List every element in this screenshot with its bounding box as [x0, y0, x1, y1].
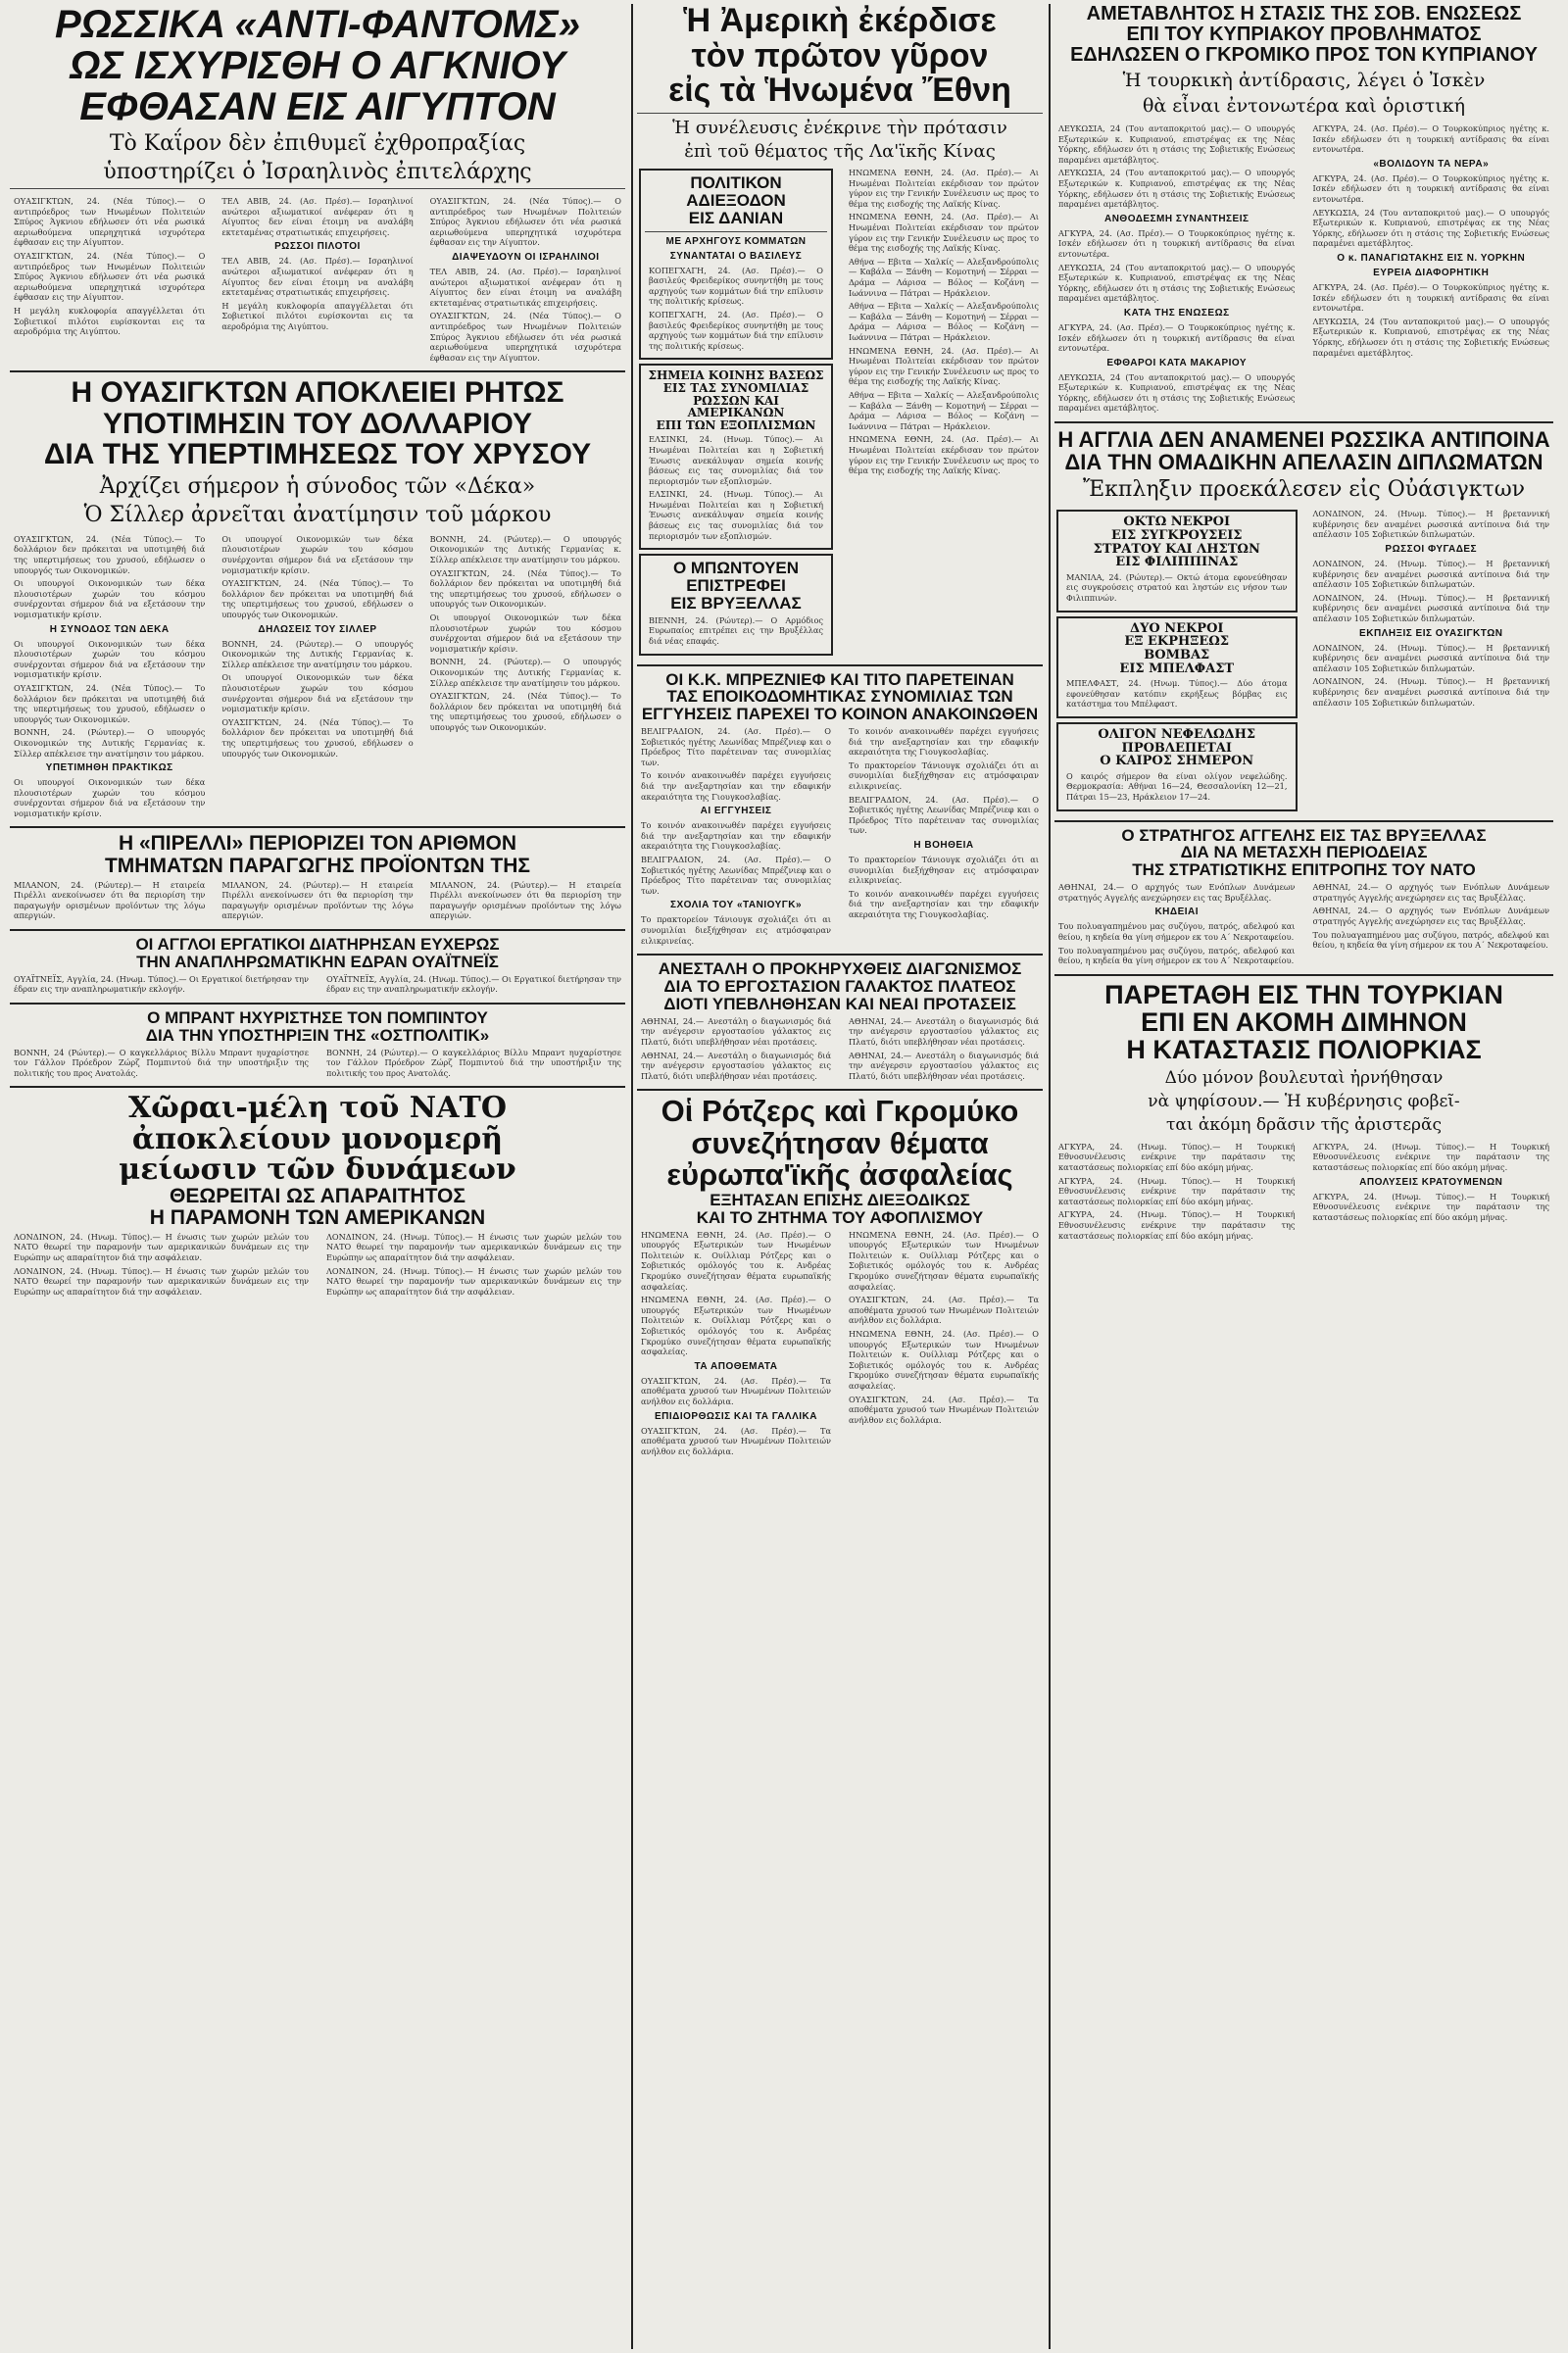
- headline-line: ΔΙΟΤΙ ΥΠΕΒΛΗΘΗΣΑΝ ΚΑΙ ΝΕΑΙ ΠΡΟΤΑΣΕΙΣ: [663, 994, 1016, 1013]
- newspaper-page: [10, 4, 1553, 2349]
- headline-line: ΟΙ Κ.Κ. ΜΠΡΕΖΝΙΕΦ ΚΑΙ ΤΙΤΟ ΠΑΡΕΤΕΙΝΑΝ: [665, 669, 1014, 689]
- story-paragraph: ΛΟΝΔΙΝΟΝ, 24. (Ηνωμ. Τύπος).— Η βρεταννική κυβέρνησις δεν αναμένει ρωσσικά αντίποινα διά την απέλασιν 105 Σοβιετικών διπλωματών.: [1312, 509, 1549, 540]
- story-paragraph: ΜΙΛΑΝΟΝ, 24. (Ρώυτερ).— Η εταιρεία Πιρέλλι ανεκοίνωσεν ότι θα περιορίση την παραγωγήν ορισμένων προϊόντων της λόγω απεργιών.: [429, 879, 621, 921]
- headline-line: τὸν πρῶτον γῦρον: [691, 36, 989, 74]
- subheading: ΣΥΝΑΝΤΑΤΑΙ Ο ΒΑΣΙΛΕΥΣ: [669, 250, 803, 262]
- box-title: ΕΞ ΕΚΡΗΞΕΩΣ: [1124, 634, 1230, 650]
- subheading: ΔΙΑΨΕΥΔΟΥΝ ΟΙ ΙΣΡΑΗΛΙΝΟΙ: [452, 251, 600, 263]
- divider: [10, 188, 625, 189]
- story-deck: Τὸ Καΐρον δὲν ἐπιθυμεῖ ἐχθροπραξίας: [109, 131, 526, 156]
- story-deck: Δύο μόνον βουλευταὶ ἠρνήθησαν: [1164, 1067, 1444, 1088]
- subheading: ΕΠΙΔΙΟΡΘΩΣΙΣ ΚΑΙ ΤΑ ΓΑΛΛΙΚΑ: [654, 1410, 817, 1422]
- story-paragraph: Του πολυαγαπημένου μας συζύγου, πατρός, αδελφού και θείου, η κηδεία θα γίνη σήμερον εκ του Α΄ Νεκροταφείου.: [1312, 929, 1549, 951]
- story-body-columns: [10, 193, 625, 366]
- story-brandt-pompidou: [10, 1009, 625, 1081]
- story-body-columns: [10, 531, 625, 822]
- divider: [645, 231, 827, 232]
- column-left: [10, 4, 625, 2349]
- divider: [637, 113, 1043, 114]
- story-paragraph: ΛΟΝΔΙΝΟΝ, 24. (Ηνωμ. Τύπος).— Η βρεταννική κυβέρνησις δεν αναμένει ρωσσικά αντίποινα διά την απέλασιν 105 Σοβιετικών διπλωματών.: [1312, 642, 1549, 673]
- story-pirelli: [10, 833, 625, 923]
- story-paragraph: ΑΓΚΥΡΑ, 24. (Ηνωμ. Τύπος).— Η Τουρκική Εθνοσυνέλευσις ενέκρινε την παράτασιν της καταστάσεως πολιορκίας επί δύο ακόμη μήνας.: [1312, 1191, 1549, 1222]
- subheading: Η ΣΥΝΟΔΟΣ ΤΩΝ ΔΕΚΑ: [49, 623, 170, 635]
- subheading: ΕΚΠΛΗΞΙΣ ΕΙΣ ΟΥΑΣΙΓΚΤΩΝ: [1359, 627, 1503, 639]
- headline-line: ΔΙΑ ΝΑ ΜΕΤΑΣΧΗ ΠΕΡΙΟΔΕΙΑΣ: [1180, 843, 1428, 862]
- story-body-columns: [1054, 506, 1553, 814]
- story-soviet-cyprus: [1054, 4, 1553, 417]
- story-deck: Ἡ τουρκικὴ ἀντίδρασις, λέγει ὁ Ἰσκὲν: [1122, 70, 1486, 91]
- headline-line: ΤΗΝ ΑΝΑΠΛΗΡΩΜΑΤΙΚΗΝ ΕΔΡΑΝ ΟΥΑΪΤΝΕΪΣ: [136, 952, 499, 971]
- divider: [1054, 974, 1553, 976]
- headline-line: Η ΚΑΤΑΣΤΑΣΙΣ ΠΟΛΙΟΡΚΙΑΣ: [1126, 1035, 1482, 1065]
- box-title: ΠΡΟΒΛΕΠΕΤΑΙ: [1121, 740, 1232, 756]
- headline-line: Η ΑΓΓΛΙΑ ΔΕΝ ΑΝΑΜΕΝΕΙ ΡΩΣΣΙΚΑ ΑΝΤΙΠΟΙΝΑ: [1057, 427, 1550, 453]
- headline-line: Οἱ Ρότζερς καὶ Γκρομύκο: [661, 1094, 1019, 1129]
- story-paragraph: Οι υπουργοί Οικονομικών των δέκα πλουσιοτέρων χωρών του κόσμου συνέρχονται σήμερον διά να εξετάσουν την νομισματικήν κρίσιν.: [221, 672, 414, 714]
- story-body-columns: [1054, 121, 1553, 417]
- story-paragraph: Το πρακτορείον Τάνιουγκ σχολιάζει ότι αι συνομιλίαι διεξήχθησαν εις ατμόσφαιραν ειλικρινείας.: [849, 760, 1039, 792]
- boxed-brief-philippines: [1056, 510, 1298, 612]
- story-paragraph: ΑΘΗΝΑΙ, 24.— Ανεστάλη ο διαγωνισμός διά την ανέγερσιν εργοστασίου γάλακτος εις Πλατύ, διότι υπεβλήθησαν νέαι προτάσεις.: [849, 1015, 1039, 1047]
- story-paragraph: ΑΓΚΥΡΑ, 24. (Ασ. Πρέσ).— Ο Τουρκοκύπριος ηγέτης κ. Ισκέν εδήλωσεν ότι η τουρκική αντίδρασις θα είναι εντονωτέρα.: [1058, 227, 1296, 259]
- headline-line: ΑΜΕΤΑΒΛΗΤΟΣ Η ΣΤΑΣΙΣ ΤΗΣ ΣΟΒ. ΕΝΩΣΕΩΣ: [1086, 3, 1522, 25]
- box-title: ΣΤΡΑΤΟΥ ΚΑΙ ΛΗΣΤΩΝ: [1093, 541, 1260, 557]
- story-paragraph: ΛΕΥΚΩΣΙΑ, 24 (Του ανταποκριτού μας).— Ο υπουργός Εξωτερικών κ. Κυπριανού, επιστρέψας εκ της Νέας Υόρκης, εδήλωσεν ότι η στάσις της Σοβιετικής Ενώσεως παραμένει αμετάβλητος.: [1058, 123, 1296, 165]
- divider: [10, 370, 625, 372]
- story-paragraph: Του πολυαγαπημένου μας συζύγου, πατρός, αδελφού και θείου, η κηδεία θα γίνη σήμερον εκ του Α΄ Νεκροταφείου.: [1058, 921, 1296, 942]
- story-deck: ὑποστηρίζει ὁ Ἰσραηλινὸς ἐπιτελάρχης: [103, 160, 532, 184]
- divider: [10, 1003, 625, 1005]
- headline-line: εἰς τὰ Ἡνωμένα Ἔθνη: [668, 72, 1011, 110]
- divider: [1054, 820, 1553, 822]
- box-title: Ο ΜΠΩΝΤΟΥΕΝ: [672, 559, 800, 578]
- divider: [637, 954, 1043, 956]
- headline-line: Ο ΣΤΡΑΤΗΓΟΣ ΑΓΓΕΛΗΣ ΕΙΣ ΤΑΣ ΒΡΥΞΕΛΛΑΣ: [1121, 825, 1487, 845]
- story-paragraph: ΗΝΩΜΕΝΑ ΕΘΝΗ, 24. (Ασ. Πρέσ).— Αι Ηνωμέναι Πολιτείαι εκέρδισαν τον πρώτον γύρον εις την Γενικήν Συνέλευσιν ως προς το θέμα της εισδοχής της Λαϊκής Κίνας.: [849, 212, 1039, 254]
- box-title: ΠΟΛΙΤΙΚΟΝ: [690, 173, 782, 193]
- story-paragraph: ΟΥΑΣΙΓΚΤΩΝ, 24. (Νέα Τύπος).— Ο αντιπρόεδρος των Ηνωμένων Πολιτειών Σπύρος Άγκνιου εδήλωσεν ότι νέα ρωσικά αεριωθούμενα υπερηχητικά ισχυρότερα έφθασαν εις την Αίγυπτον.: [429, 311, 621, 363]
- column-rule: [1049, 4, 1051, 2349]
- boxed-brief-weather: [1056, 722, 1298, 811]
- story-paragraph: ΗΝΩΜΕΝΑ ΕΘΝΗ, 24. (Ασ. Πρέσ).— Ο υπουργός Εξωτερικών των Ηνωμένων Πολιτειών κ. Ουίλλιαμ Ρότζερς και ο Σοβιετικός ομόλογός του κ. Ανδρέας Γκρομύκο συνεζήτησαν θέματα ευρωπαϊκής ασφαλείας.: [849, 1328, 1039, 1391]
- story-paragraph: ΜΑΝΙΛΑ, 24. (Ρώυτερ).— Οκτώ άτομα εφονεύθησαν εις συγκρούσεις στρατού και ληστών εις νήσον των Φιλιππινών.: [1066, 571, 1288, 603]
- box-title: Ο ΚΑΙΡΟΣ ΣΗΜΕΡΟΝ: [1100, 754, 1254, 769]
- subheading: ΑΠΟΛΥΣΕΙΣ ΚΡΑΤΟΥΜΕΝΩΝ: [1359, 1176, 1503, 1188]
- subheading: ΡΩΣΣΟΙ ΦΥΓΑΔΕΣ: [1385, 544, 1478, 556]
- story-paragraph: ΟΥΑΣΙΓΚΤΩΝ, 24. (Ασ. Πρέσ).— Τα αποθέματα χρυσού των Ηνωμένων Πολιτειών ανήλθον εις δολλάρια.: [641, 1375, 831, 1406]
- story-paragraph: ΟΥΑΣΙΓΚΤΩΝ, 24. (Νέα Τύπος).— Το δολλάριον δεν πρόκειται να υποτιμηθή διά της υπερτιμήσεως του χρυσού, εδήλωσεν ο υπουργός των Οικονομικών.: [221, 716, 414, 759]
- headline-line: ΕΦΘΑΣΑΝ ΕΙΣ ΑΙΓΥΠΤΟΝ: [79, 85, 556, 128]
- story-dollar-devaluation: [10, 377, 625, 821]
- story-paragraph: ΛΟΝΔΙΝΟΝ, 24. (Ηνωμ. Τύπος).— Η ένωσις των χωρών μελών του ΝΑΤΟ θεωρεί την παραμονήν των αμερικανικών δυνάμεων εις την Ευρώπην ως απαραίτητον διά την ασφάλειαν.: [14, 1265, 309, 1297]
- column-rule: [631, 4, 633, 2349]
- story-paragraph: ΛΕΥΚΩΣΙΑ, 24 (Του ανταποκριτού μας).— Ο υπουργός Εξωτερικών κ. Κυπριανού, επιστρέψας εκ της Νέας Υόρκης, εδήλωσεν ότι η στάσις της Σοβιετικής Ενώσεως παραμένει αμετάβλητος.: [1058, 168, 1296, 210]
- box-title: ΕΙΣ ΔΑΝΙΑΝ: [688, 208, 784, 227]
- subheading: ΕΦΘΑΡΟΙ ΚΑΤΑ ΜΑΚΑΡΙΟΥ: [1106, 357, 1248, 368]
- story-deck: ἐπὶ τοῦ θέματος τῆς Λα'ϊκῆς Κίνας: [684, 141, 996, 163]
- subheading: ΑΝΘΟΔΕΣΜΗ ΣΥΝΑΝΤΗΣΕΙΣ: [1103, 213, 1250, 224]
- story-russian-antiphantoms: [10, 4, 625, 366]
- story-paragraph: ΑΘΗΝΑΙ, 24.— Ο αρχηγός των Ενόπλων Δυνάμεων στρατηγός Αγγελής ανεχώρησεν εις τας Βρυξέλλας.: [1058, 882, 1296, 903]
- headline-line: Η «ΠΙΡΕΛΛΙ» ΠΕΡΙΟΡΙΖΕΙ ΤΟΝ ΑΡΙΘΜΟΝ: [118, 832, 517, 856]
- story-turkey-martial-law: [1054, 981, 1553, 1244]
- story-paragraph: ΚΟΠΕΓΧΑΓΗ, 24. (Ασ. Πρέσ).— Ο βασιλεύς Φρειδερίκος συνηντήθη με τους αρχηγούς των κομμάτων διά την επίλυσιν της πολιτικής κρίσεως.: [649, 309, 823, 351]
- box-title: ΕΠΙΣΤΡΕΦΕΙ: [686, 576, 786, 596]
- headline-line: ΩΣ ΙΣΧΥΡΙΣΘΗ Ο ΑΓΚΝΙΟΥ: [70, 44, 565, 87]
- story-paragraph: ΒΟΝΝΗ, 24 (Ρώυτερ).— Ο καγκελλάριος Βίλλυ Μπραντ ηυχαρίστησε τον Γάλλον Πρόεδρον Ζώρζ Πομπιντού διά την υποστήριξιν της πολιτικής του προς Ανατολάς.: [14, 1047, 309, 1078]
- story-paragraph: ΒΕΛΙΓΡΑΔΙΟΝ, 24. (Ασ. Πρέσ).— Ο Σοβιετικός ηγέτης Λεωνίδας Μπρέζνιεφ και ο Πρόεδρος Τίτο παρέτειναν τας συνομιλίας των.: [849, 794, 1039, 836]
- boxed-brief-denmark: [639, 169, 833, 360]
- story-paragraph: ΒΕΛΙΓΡΑΔΙΟΝ, 24. (Ασ. Πρέσ).— Ο Σοβιετικός ηγέτης Λεωνίδας Μπρέζνιεφ και ο Πρόεδρος Τίτο παρέτειναν τας συνομιλίας των.: [641, 726, 831, 767]
- story-paragraph: ΟΥΑΣΙΓΚΤΩΝ, 24. (Νέα Τύπος).— Ο αντιπρόεδρος των Ηνωμένων Πολιτειών Σπύρος Άγκνιου εδήλωσεν ότι νέα ρωσικά αεριωθούμενα υπερηχητικά ισχυρότερα έφθασαν εις την Αίγυπτον.: [14, 250, 206, 303]
- story-labour-whitehaven: [10, 936, 625, 998]
- story-paragraph: ΑΘΗΝΑΙ, 24.— Ανεστάλη ο διαγωνισμός διά την ανέγερσιν εργοστασίου γάλακτος εις Πλατύ, διότι υπεβλήθησαν νέαι προτάσεις.: [641, 1015, 831, 1047]
- story-brezhnev-tito: [637, 671, 1043, 950]
- subheading: ΑΙ ΕΓΓΥΗΣΕΙΣ: [700, 806, 772, 817]
- divider: [1054, 421, 1553, 423]
- story-paragraph: Το κοινόν ανακοινωθέν παρέχει εγγυήσεις διά την ανεξαρτησίαν και την εδαφικήν ακεραιότητα της Γιουγκοσλαβίας.: [641, 820, 831, 852]
- story-paragraph: ΜΠΕΛΦΑΣΤ, 24. (Ηνωμ. Τύπος).— Δύο άτομα εφονεύθησαν κατόπιν εκρήξεως βόμβας εις κατάστημα του Μπέλφαστ.: [1066, 678, 1288, 710]
- story-paragraph: ΑΓΚΥΡΑ, 24. (Ηνωμ. Τύπος).— Η Τουρκική Εθνοσυνέλευσις ενέκρινε την παράτασιν της καταστάσεως πολιορκίας επί δύο ακόμη μήνας.: [1058, 1175, 1296, 1206]
- story-paragraph: ΗΝΩΜΕΝΑ ΕΘΝΗ, 24. (Ασ. Πρέσ).— Ο υπουργός Εξωτερικών των Ηνωμένων Πολιτειών κ. Ουίλλιαμ Ρότζερς και ο Σοβιετικός ομόλογός του κ. Ανδρέας Γκρομύκο συνεζήτησαν θέματα ευρωπαϊκής ασφαλείας.: [849, 1229, 1039, 1292]
- story-paragraph: Του πολυαγαπημένου μας συζύγου, πατρός, αδελφού και θείου, η κηδεία θα γίνη σήμερον εκ του Α΄ Νεκροταφείου.: [1058, 945, 1296, 966]
- story-paragraph: ΑΘΗΝΑΙ, 24.— Ο αρχηγός των Ενόπλων Δυνάμεων στρατηγός Αγγελής ανεχώρησεν εις τας Βρυξέλλας.: [1312, 882, 1549, 903]
- box-title: ΕΙΣ ΦΙΛΙΠΠΙΝΑΣ: [1115, 555, 1239, 570]
- headline-line: ΔΙΑ ΤΗΣ ΥΠΕΡΤΙΜΗΣΕΩΣ ΤΟΥ ΧΡΥΣΟΥ: [43, 438, 592, 471]
- box-title: ΟΚΤΩ ΝΕΚΡΟΙ: [1123, 515, 1231, 530]
- story-body-columns: [10, 1045, 625, 1082]
- story-paragraph: ΟΥΑΣΙΓΚΤΩΝ, 24. (Νέα Τύπος).— Το δολλάριον δεν πρόκειται να υποτιμηθή διά της υπερτιμήσεως του χρυσού, εδήλωσεν ο υπουργός των Οικονομικών.: [429, 691, 621, 732]
- box-title: ΔΥΟ ΝΕΚΡΟΙ: [1130, 620, 1224, 636]
- story-paragraph: Οι υπουργοί Οικονομικών των δέκα πλουσιοτέρων χωρών του κόσμου συνέρχονται σήμερον διά να εξετάσουν την νομισματικήν κρίσιν.: [14, 578, 206, 619]
- story-paragraph: Αθήνα — Εβιτα — Χαλκίς — Αλεξανδρούπολις — Καβάλα — Ξάνθη — Κομοτηνή — Σέρραι — Δράμα — Λάρισα — Βόλος — Κοζάνη — Ιωάννινα — Πάτραι — Ηράκλειον.: [849, 389, 1039, 431]
- story-paragraph: ΗΝΩΜΕΝΑ ΕΘΝΗ, 24. (Ασ. Πρέσ).— Ο υπουργός Εξωτερικών των Ηνωμένων Πολιτειών κ. Ουίλλιαμ Ρότζερς και ο Σοβιετικός ομόλογός του κ. Ανδρέας Γκρομύκο συνεζήτησαν θέματα ευρωπαϊκής ασφαλείας.: [641, 1295, 831, 1357]
- story-paragraph: ΟΥΑΪΤΝΕΪΣ, Αγγλία, 24. (Ηνωμ. Τύπος).— Οι Εργατικοί διετήρησαν την έδραν εις την αναπληρωματικήν εκλογήν.: [326, 973, 621, 995]
- story-paragraph: ΑΓΚΥΡΑ, 24. (Ηνωμ. Τύπος).— Η Τουρκική Εθνοσυνέλευσις ενέκρινε την παράτασιν της καταστάσεως πολιορκίας επί δύο ακόμη μήνας.: [1312, 1141, 1549, 1172]
- story-paragraph: Αθήνα — Εβιτα — Χαλκίς — Αλεξανδρούπολις — Καβάλα — Ξάνθη — Κομοτηνή — Σέρραι — Δράμα — Λάρισα — Βόλος — Κοζάνη — Ιωάννινα — Πάτραι — Ηράκλειον.: [849, 256, 1039, 298]
- story-paragraph: ΒΟΝΝΗ, 24. (Ρώυτερ).— Ο υπουργός Οικονομικών της Δυτικής Γερμανίας κ. Σίλλερ απέκλεισε την ανατίμησιν του μάρκου.: [221, 638, 414, 669]
- subheading: ΜΕ ΑΡΧΗΓΟΥΣ ΚΟΜΜΑΤΩΝ: [665, 235, 807, 247]
- headline-line: ΘΕΩΡΕΙΤΑΙ ΩΣ ΑΠΑΡΑΙΤΗΤΟΣ: [170, 1184, 466, 1207]
- story-paragraph: Το πρακτορείον Τάνιουγκ σχολιάζει ότι αι συνομιλίαι διεξήχθησαν εις ατμόσφαιραν ειλικρινείας.: [641, 914, 831, 946]
- box-title: ΕΙΣ ΣΥΓΚΡΟΥΣΕΙΣ: [1111, 527, 1243, 543]
- boxed-brief-bodwen: [639, 554, 833, 655]
- story-paragraph: ΛΟΝΔΙΝΟΝ, 24. (Ηνωμ. Τύπος).— Η βρεταννική κυβέρνησις δεν αναμένει ρωσσικά αντίποινα διά την απέλασιν 105 Σοβιετικών διπλωματών.: [1312, 676, 1549, 708]
- headline-line: Ο ΜΠΡΑΝΤ ΗΧΥΡΙΣΤΗΣΕ ΤΟΝ ΠΟΜΠΙΝΤΟΥ: [147, 1007, 488, 1027]
- story-britain-expulsion: [1054, 428, 1553, 815]
- subheading: ΔΗΛΩΣΕΙΣ ΤΟΥ ΣΙΛΛΕΡ: [258, 623, 377, 635]
- boxed-brief-salt: [639, 364, 833, 550]
- headline-line: ΡΩΣΣΙΚΑ «ΑΝΤΙ-ΦΑΝΤΟΜΣ»: [54, 3, 581, 46]
- headline-line: Η ΟΥΑΣΙΓΚΤΩΝ ΑΠΟΚΛΕΙΕΙ ΡΗΤΩΣ: [71, 376, 564, 410]
- story-paragraph: ΑΓΚΥΡΑ, 24. (Ασ. Πρέσ).— Ο Τουρκοκύπριος ηγέτης κ. Ισκέν εδήλωσεν ότι η τουρκική αντίδρασις θα είναι εντονωτέρα.: [1312, 172, 1549, 204]
- headline-line: ΤΗΣ ΣΤΡΑΤΙΩΤΙΚΗΣ ΕΠΙΤΡΟΠΗΣ ΤΟΥ ΝΑΤΟ: [1132, 860, 1476, 880]
- story-paragraph: ΟΥΑΣΙΓΚΤΩΝ, 24. (Νέα Τύπος).— Το δολλάριον δεν πρόκειται να υποτιμηθή διά της υπερτιμήσεως του χρυσού, εδήλωσεν ο υπουργός των Οικονομικών.: [221, 578, 414, 619]
- story-paragraph: Η μεγάλη κυκλοφορία απαγγέλλεται ότι Σοβιετικοί πιλότοι ευρίσκονται εις τα αεροδρόμια της Αιγύπτου.: [221, 300, 414, 331]
- divider: [10, 929, 625, 931]
- headline-line: ΤΑΣ ΕΠΟΙΚΟΔΟΜΗΤΙΚΑΣ ΣΥΝΟΜΙΛΙΑΣ ΤΩΝ: [666, 687, 1013, 707]
- story-paragraph: Οι υπουργοί Οικονομικών των δέκα πλουσιοτέρων χωρών του κόσμου συνέρχονται σήμερον διά να εξετάσουν την νομισματικήν κρίσιν.: [14, 777, 206, 818]
- story-paragraph: ΟΥΑΣΙΓΚΤΩΝ, 24. (Νέα Τύπος).— Ο αντιπρόεδρος των Ηνωμένων Πολιτειών Σπύρος Άγκνιου εδήλωσεν ότι νέα ρωσικά αεριωθούμενα υπερηχητικά ισχυρότερα έφθασαν εις την Αίγυπτον.: [14, 196, 206, 248]
- box-title: ΑΔΙΕΞΟΔΟΝ: [686, 190, 786, 210]
- story-nato-members: [10, 1093, 625, 1299]
- headline-line: Χῶραι-μέλη τοῦ ΝΑΤΟ: [128, 1091, 507, 1126]
- subheading: «ΒΟΛΙΔΟΥΝ ΤΑ ΝΕΡΑ»: [1373, 158, 1490, 170]
- story-deck: ται ἀκόμη δρᾶσιν τῆς ἀριστερᾶς: [1165, 1114, 1443, 1135]
- story-paragraph: ΛΟΝΔΙΝΟΝ, 24. (Ηνωμ. Τύπος).— Η ένωσις των χωρών μελών του ΝΑΤΟ θεωρεί την παραμονήν των αμερικανικών δυνάμεων εις την Ευρώπην ως απαραίτητον διά την ασφάλειαν.: [326, 1231, 621, 1263]
- story-deck: Ἔκπληξιν προεκάλεσεν εἰς Οὐάσιγκτων: [1082, 477, 1526, 503]
- headline-line: ΚΑΙ ΤΟ ΖΗΤΗΜΑ ΤΟΥ ΑΦΟΠΛΙΣΜΟΥ: [696, 1207, 984, 1227]
- headline-line: ΔΙΑ ΤΟ ΕΡΓΟΣΤΑΣΙΟΝ ΓΑΛΑΚΤΟΣ ΠΛΑΤΕΟΣ: [663, 977, 1016, 997]
- box-title: ΕΠΙ ΤΩΝ ΕΞΟΠΛΙΣΜΩΝ: [656, 417, 816, 432]
- headline-line: ΤΜΗΜΑΤΩΝ ΠΑΡΑΓΩΓΗΣ ΠΡΟΪΟΝΤΩΝ ΤΗΣ: [104, 854, 531, 877]
- story-paragraph: Οι υπουργοί Οικονομικών των δέκα πλουσιοτέρων χωρών του κόσμου συνέρχονται σήμερον διά να εξετάσουν την νομισματικήν κρίσιν.: [14, 638, 206, 680]
- story-paragraph: ΒΟΝΝΗ, 24. (Ρώυτερ).— Ο υπουργός Οικονομικών της Δυτικής Γερμανίας κ. Σίλλερ απέκλεισε την ανατίμησιν του μάρκου.: [429, 657, 621, 688]
- headline-line: εὐρωπα'ϊκῆς ἀσφαλείας: [666, 1157, 1013, 1193]
- story-paragraph: ΜΙΛΑΝΟΝ, 24. (Ρώυτερ).— Η εταιρεία Πιρέλλι ανεκοίνωσεν ότι θα περιορίση την παραγωγήν ορισμένων προϊόντων της λόγω απεργιών.: [221, 879, 414, 921]
- column-center: [637, 4, 1043, 2349]
- story-paragraph: Το πρακτορείον Τάνιουγκ σχολιάζει ότι αι συνομιλίαι διεξήχθησαν εις ατμόσφαιραν ειλικρινείας.: [849, 855, 1039, 886]
- headline-line: ΕΓΓΥΗΣΕΙΣ ΠΑΡΕΧΕΙ ΤΟ ΚΟΙΝΟΝ ΑΝΑΚΟΙΝΩΘΕΝ: [641, 705, 1039, 724]
- story-paragraph: ΜΙΛΑΝΟΝ, 24. (Ρώυτερ).— Η εταιρεία Πιρέλλι ανεκοίνωσεν ότι θα περιορίση την παραγωγήν ορισμένων προϊόντων της λόγω απεργιών.: [14, 879, 206, 921]
- story-paragraph: ΟΥΑΣΙΓΚΤΩΝ, 24. (Ασ. Πρέσ).— Τα αποθέματα χρυσού των Ηνωμένων Πολιτειών ανήλθον εις δολλάρια.: [849, 1295, 1039, 1326]
- story-paragraph: Οι υπουργοί Οικονομικών των δέκα πλουσιοτέρων χωρών του κόσμου συνέρχονται σήμερον διά να εξετάσουν την νομισματικήν κρίσιν.: [429, 612, 621, 654]
- headline-line: ΠΑΡΕΤΑΘΗ ΕΙΣ ΤΗΝ ΤΟΥΡΚΙΑΝ: [1104, 979, 1503, 1009]
- subheading: ΚΑΤΑ ΤΗΣ ΕΝΩΣΕΩΣ: [1123, 307, 1230, 319]
- headline-line: ΕΠΙ ΕΝ ΑΚΟΜΗ ΔΙΜΗΝΟΝ: [1141, 1007, 1467, 1038]
- story-paragraph: ΤΕΛ ΑΒΙΒ, 24. (Ασ. Πρέσ).— Ισραηλινοί ανώτεροι αξιωματικοί ανέφεραν ότι η Αίγυπτος δεν είναι έτοιμη να αναλάβη εκτεταμένας στρατιωτικάς επιχειρήσεις.: [221, 256, 414, 298]
- story-paragraph: ΟΥΑΣΙΓΚΤΩΝ, 24. (Νέα Τύπος).— Ο αντιπρόεδρος των Ηνωμένων Πολιτειών Σπύρος Άγκνιου εδήλωσεν ότι νέα ρωσικά αεριωθούμενα υπερηχητικά ισχυρότερα έφθασαν εις την Αίγυπτον.: [429, 196, 621, 248]
- story-general-angelis: [1054, 827, 1553, 969]
- headline-line: μείωσιν τῶν δυνάμεων: [119, 1152, 516, 1188]
- box-title: ΡΩΣΣΩΝ ΚΑΙ ΑΜΕΡΙΚΑΝΩΝ: [687, 393, 785, 420]
- story-paragraph: Ο καιρός σήμερον θα είναι ολίγον νεφελώδης. Θερμοκρασία: Αθήναι 16—24, Θεσσαλονίκη 12—21, Πάτραι 15—23, Ηράκλειον 17—24.: [1066, 770, 1288, 803]
- story-deck: θὰ εἶναι ἐντονωτέρα καὶ ὁριστική: [1142, 95, 1466, 117]
- story-paragraph: ΗΝΩΜΕΝΑ ΕΘΝΗ, 24. (Ασ. Πρέσ).— Ο υπουργός Εξωτερικών των Ηνωμένων Πολιτειών κ. Ουίλλιαμ Ρότζερς και ο Σοβιετικός ομόλογός του κ. Ανδρέας Γκρομύκο συνεζήτησαν θέματα ευρωπαϊκής ασφαλείας.: [641, 1229, 831, 1292]
- headline-line: ΔΙΑ ΤΗΝ ΟΜΑΔΙΚΗΝ ΑΠΕΛΑΣΙΝ ΔΙΠΛΩΜΑΤΩΝ: [1064, 450, 1544, 475]
- story-paragraph: ΟΥΑΣΙΓΚΤΩΝ, 24. (Νέα Τύπος).— Το δολλάριον δεν πρόκειται να υποτιμηθή διά της υπερτιμήσεως του χρυσού, εδήλωσεν ο υπουργός των Οικονομικών.: [429, 567, 621, 610]
- headline-line: ΕΠΙ ΤΟΥ ΚΥΠΡΙΑΚΟΥ ΠΡΟΒΛΗΜΑΤΟΣ: [1126, 24, 1482, 45]
- story-paragraph: ΑΓΚΥΡΑ, 24. (Ασ. Πρέσ).— Ο Τουρκοκύπριος ηγέτης κ. Ισκέν εδήλωσεν ότι η τουρκική αντίδρασις θα είναι εντονωτέρα.: [1312, 281, 1549, 314]
- divider: [637, 664, 1043, 666]
- headline-line: ἀποκλείουν μονομερῆ: [131, 1121, 504, 1156]
- headline-line: ΕΞΗΤΑΣΑΝ ΕΠΙΣΗΣ ΔΙΕΞΟΔΙΚΩΣ: [710, 1190, 970, 1209]
- box-title: ΕΙΣ ΜΠΕΛΦΑΣΤ: [1119, 661, 1235, 676]
- story-paragraph: Το κοινόν ανακοινωθέν παρέχει εγγυήσεις διά την ανεξαρτησίαν και την εδαφικήν ακεραιότητα της Γιουγκοσλαβίας.: [641, 770, 831, 802]
- story-paragraph: ΟΥΑΣΙΓΚΤΩΝ, 24. (Ασ. Πρέσ).— Τα αποθέματα χρυσού των Ηνωμένων Πολιτειών ανήλθον εις δολλάρια.: [641, 1425, 831, 1456]
- headline-line: συνεζήτησαν θέματα: [691, 1125, 989, 1160]
- story-paragraph: ΟΥΑΣΙΓΚΤΩΝ, 24. (Ασ. Πρέσ).— Τα αποθέματα χρυσού των Ηνωμένων Πολιτειών ανήλθον εις δολλάρια.: [849, 1394, 1039, 1425]
- subheading: ΣΧΟΛΙΑ ΤΟΥ «ΤΑΝΙΟΥΓΚ»: [669, 900, 803, 911]
- story-paragraph: ΛΕΥΚΩΣΙΑ, 24 (Του ανταποκριτού μας).— Ο υπουργός Εξωτερικών κ. Κυπριανού, επιστρέψας εκ της Νέας Υόρκης, εδήλωσεν ότι η στάσις της Σοβιετικής Ενώσεως παραμένει αμετάβλητος.: [1058, 262, 1296, 304]
- headline-line: Ἡ Ἀμερικὴ ἐκέρδισε: [683, 2, 997, 39]
- box-title: ΕΙΣ ΤΑΣ ΣΥΝΟΜΙΛΙΑΣ: [662, 380, 809, 395]
- story-body-columns: [637, 1227, 1043, 1460]
- subheading: ΥΠΕΤΙΜΗΘΗ ΠΡΑΚΤΙΚΩΣ: [45, 762, 173, 774]
- story-paragraph: ΗΝΩΜΕΝΑ ΕΘΝΗ, 24. (Ασ. Πρέσ).— Αι Ηνωμέναι Πολιτείαι εκέρδισαν τον πρώτον γύρον εις την Γενικήν Συνέλευσιν ως προς το θέμα της εισδοχής της Λαϊκής Κίνας.: [849, 434, 1039, 476]
- story-paragraph: ΛΟΝΔΙΝΟΝ, 24. (Ηνωμ. Τύπος).— Η ένωσις των χωρών μελών του ΝΑΤΟ θεωρεί την παραμονήν των αμερικανικών δυνάμεων εις την Ευρώπην ως απαραίτητον διά την ασφάλειαν.: [14, 1231, 309, 1263]
- story-deck: νὰ ψηφίσουν.— Ἡ κυβέρνησις φοβεῖ-: [1148, 1091, 1460, 1111]
- story-body-columns: [10, 877, 625, 924]
- subheading: Ο κ. ΠΑΝΑΓΙΩΤΑΚΗΣ ΕΙΣ Ν. ΥΟΡΚΗΝ: [1337, 252, 1526, 264]
- story-deck: Ἡ συνέλευσις ἐνέκρινε τὴν πρότασιν: [672, 118, 1007, 139]
- story-paragraph: ΒΟΝΝΗ, 24. (Ρώυτερ).— Ο υπουργός Οικονομικών της Δυτικής Γερμανίας κ. Σίλλερ απέκλεισε την ανατίμησιν του μάρκου.: [14, 727, 206, 759]
- box-title: ΕΙΣ ΒΡΥΞΕΛΛΑΣ: [670, 593, 802, 613]
- headline-line: ΥΠΟΤΙΜΗΣΙΝ ΤΟΥ ΔΟΛΛΑΡΙΟΥ: [102, 407, 532, 440]
- headline-line: ΟΙ ΑΓΓΛΟΙ ΕΡΓΑΤΙΚΟΙ ΔΙΑΤΗΡΗΣΑΝ ΕΥΧΕΡΩΣ: [135, 934, 500, 954]
- story-paragraph: ΒΙΕΝΝΗ, 24. (Ρώυτερ).— Ο Αρμόδιος Ευρωπαίος επιτρέπει εις την Βρυξέλλας διά νέας επαφάς.: [649, 614, 823, 646]
- story-paragraph: ΛΟΝΔΙΝΟΝ, 24. (Ηνωμ. Τύπος).— Η βρεταννική κυβέρνησις δεν αναμένει ρωσσικά αντίποινα διά την απέλασιν 105 Σοβιετικών διπλωματών.: [1312, 592, 1549, 623]
- subheading: ΡΩΣΣΟΙ ΠΙΛΟΤΟΙ: [274, 241, 361, 253]
- subheading: ΕΥΡΕΙΑ ΔΙΑΦΟΡΗΤΙΚΗ: [1373, 267, 1490, 278]
- headline-line: ΔΙΑ ΤΗΝ ΥΠΟΣΤΗΡΙΞΙΝ ΤΗΣ «ΟΣΤΠΟΛΙΤΙΚ»: [145, 1025, 490, 1045]
- story-paragraph: ΛΟΝΔΙΝΟΝ, 24. (Ηνωμ. Τύπος).— Η βρεταννική κυβέρνησις δεν αναμένει ρωσσικά αντίποινα διά την απέλασιν 105 Σοβιετικών διπλωματών.: [1312, 559, 1549, 590]
- story-rogers-gromyko: [637, 1096, 1043, 1459]
- divider: [10, 826, 625, 828]
- story-deck: Ὁ Σίλλερ ἀρνεῖται ἀνατίμησιν τοῦ μάρκου: [83, 502, 552, 527]
- divider: [10, 1086, 625, 1088]
- story-paragraph: ΑΘΗΝΑΙ, 24.— Ανεστάλη ο διαγωνισμός διά την ανέγερσιν εργοστασίου γάλακτος εις Πλατύ, διότι υπεβλήθησαν νέαι προτάσεις.: [641, 1050, 831, 1081]
- headline-line: ΑΝΕΣΤΑΛΗ Ο ΠΡΟΚΗΡΥΧΘΕΙΣ ΔΙΑΓΩΝΙΣΜΟΣ: [658, 959, 1022, 979]
- story-paragraph: Η μεγάλη κυκλοφορία απαγγέλλεται ότι Σοβιετικοί πιλότοι ευρίσκονται εις τα αεροδρόμια της Αιγύπτου.: [14, 305, 206, 337]
- story-paragraph: ΑΘΗΝΑΙ, 24.— Ο αρχηγός των Ενόπλων Δυνάμεων στρατηγός Αγγελής ανεχώρησεν εις τας Βρυξέλλας.: [1312, 906, 1549, 926]
- box-title: ΣΗΜΕΙΑ ΚΟΙΝΗΣ ΒΑΣΕΩΣ: [648, 368, 824, 383]
- box-title: ΟΛΙΓΟΝ ΝΕΦΕΛΩΔΗΣ: [1098, 726, 1256, 742]
- story-body-columns: [637, 165, 1043, 660]
- story-paragraph: ΗΝΩΜΕΝΑ ΕΘΝΗ, 24. (Ασ. Πρέσ).— Αι Ηνωμέναι Πολιτείαι εκέρδισαν τον πρώτον γύρον εις την Γενικήν Συνέλευσιν ως προς το θέμα της εισδοχής της Λαϊκής Κίνας.: [849, 168, 1039, 209]
- headline-line: Η ΠΑΡΑΜΟΝΗ ΤΩΝ ΑΜΕΡΙΚΑΝΩΝ: [149, 1205, 486, 1229]
- story-deck: Ἀρχίζει σήμερον ἡ σύνοδος τῶν «Δέκα»: [99, 473, 536, 499]
- story-paragraph: ΑΓΚΥΡΑ, 24. (Ηνωμ. Τύπος).— Η Τουρκική Εθνοσυνέλευσις ενέκρινε την παράτασιν της καταστάσεως πολιορκίας επί δύο ακόμη μήνας.: [1058, 1209, 1296, 1241]
- story-paragraph: Το κοινόν ανακοινωθέν παρέχει εγγυήσεις διά την ανεξαρτησίαν και την εδαφικήν ακεραιότητα της Γιουγκοσλαβίας.: [849, 888, 1039, 919]
- story-paragraph: ΑΘΗΝΑΙ, 24.— Ανεστάλη ο διαγωνισμός διά την ανέγερσιν εργοστασίου γάλακτος εις Πλατύ, διότι υπεβλήθησαν νέαι προτάσεις.: [849, 1050, 1039, 1081]
- story-body-columns: [637, 1013, 1043, 1085]
- story-paragraph: ΟΥΑΪΤΝΕΪΣ, Αγγλία, 24. (Ηνωμ. Τύπος).— Οι Εργατικοί διετήρησαν την έδραν εις την αναπληρωματικήν εκλογήν.: [14, 973, 309, 995]
- story-body-columns: [10, 971, 625, 998]
- story-paragraph: ΛΕΥΚΩΣΙΑ, 24 (Του ανταποκριτού μας).— Ο υπουργός Εξωτερικών κ. Κυπριανού, επιστρέψας εκ της Νέας Υόρκης, εδήλωσεν ότι η στάσις της Σοβιετικής Ενώσεως παραμένει αμετάβλητος.: [1058, 371, 1296, 414]
- story-body-columns: [637, 723, 1043, 949]
- subheading: ΤΑ ΑΠΟΘΕΜΑΤΑ: [694, 1360, 778, 1372]
- story-paragraph: ΑΓΚΥΡΑ, 24. (Ηνωμ. Τύπος).— Η Τουρκική Εθνοσυνέλευσις ενέκρινε την παράτασιν της καταστάσεως πολιορκίας επί δύο ακόμη μήνας.: [1058, 1141, 1296, 1172]
- story-milk-factory: [637, 960, 1043, 1084]
- story-paragraph: ΚΟΠΕΓΧΑΓΗ, 24. (Ασ. Πρέσ).— Ο βασιλεύς Φρειδερίκος συνηντήθη με τους αρχηγούς των κομμάτων διά την επίλυσιν της πολιτικής κρίσεως.: [649, 265, 823, 307]
- column-right: [1054, 4, 1553, 2349]
- subheading: Η ΒΟΗΘΕΙΑ: [913, 840, 974, 852]
- story-paragraph: ΑΓΚΥΡΑ, 24. (Ασ. Πρέσ).— Ο Τουρκοκύπριος ηγέτης κ. Ισκέν εδήλωσεν ότι η τουρκική αντίδρασις θα είναι εντονωτέρα.: [1312, 123, 1549, 155]
- divider: [637, 1089, 1043, 1091]
- story-paragraph: ΟΥΑΣΙΓΚΤΩΝ, 24. (Νέα Τύπος).— Το δολλάριον δεν πρόκειται να υποτιμηθή διά της υπερτιμήσεως του χρυσού, εδήλωσεν ο υπουργός των Οικονομικών.: [14, 682, 206, 724]
- story-paragraph: ΕΛΣΙΝΚΙ, 24. (Ηνωμ. Τύπος).— Αι Ηνωμέναι Πολιτείαι και η Σοβιετική Ένωσις ανεκάλυψαν σημεία κοινής βάσεως εις τας συνομιλίας διά τον περιορισμόν των εξοπλισμών.: [649, 434, 823, 486]
- story-body-columns: [10, 1229, 625, 1300]
- story-paragraph: ΕΛΣΙΝΚΙ, 24. (Ηνωμ. Τύπος).— Αι Ηνωμέναι Πολιτείαι και η Σοβιετική Ένωσις ανεκάλυψαν σημεία κοινής βάσεως εις τας συνομιλίας διά τον περιορισμόν των εξοπλισμών.: [649, 489, 823, 541]
- story-paragraph: ΒΕΛΙΓΡΑΔΙΟΝ, 24. (Ασ. Πρέσ).— Ο Σοβιετικός ηγέτης Λεωνίδας Μπρέζνιεφ και ο Πρόεδρος Τίτο παρέτειναν τας συνομιλίας των.: [641, 855, 831, 896]
- story-paragraph: ΒΟΝΝΗ, 24. (Ρώυτερ).— Ο υπουργός Οικονομικών της Δυτικής Γερμανίας κ. Σίλλερ απέκλεισε την ανατίμησιν του μάρκου.: [429, 533, 621, 564]
- story-paragraph: ΤΕΛ ΑΒΙΒ, 24. (Ασ. Πρέσ).— Ισραηλινοί ανώτεροι αξιωματικοί ανέφεραν ότι η Αίγυπτος δεν είναι έτοιμη να αναλάβη εκτεταμένας στρατιωτικάς επιχειρήσεις.: [221, 196, 414, 237]
- story-body-columns: [1054, 1139, 1553, 1244]
- story-paragraph: ΒΟΝΝΗ, 24 (Ρώυτερ).— Ο καγκελλάριος Βίλλυ Μπραντ ηυχαρίστησε τον Γάλλον Πρόεδρον Ζώρζ Πομπιντού διά την υποστήριξιν της πολιτικής του προς Ανατολάς.: [326, 1047, 621, 1078]
- headline-line: ΕΔΗΛΩΣΕΝ Ο ΓΚΡΟΜΙΚΟ ΠΡΟΣ ΤΟΝ ΚΥΠΡΙΑΝΟΥ: [1070, 44, 1538, 66]
- story-paragraph: ΤΕΛ ΑΒΙΒ, 24. (Ασ. Πρέσ).— Ισραηλινοί ανώτεροι αξιωματικοί ανέφεραν ότι η Αίγυπτος δεν είναι έτοιμη να αναλάβη εκτεταμένας στρατιωτικάς επιχειρήσεις.: [429, 266, 621, 308]
- story-paragraph: ΟΥΑΣΙΓΚΤΩΝ, 24. (Νέα Τύπος).— Το δολλάριον δεν πρόκειται να υποτιμηθή διά της υπερτιμήσεως του χρυσού, εδήλωσεν ο υπουργός των Οικονομικών.: [14, 533, 206, 575]
- story-america-un: [637, 4, 1043, 660]
- story-paragraph: ΗΝΩΜΕΝΑ ΕΘΝΗ, 24. (Ασ. Πρέσ).— Αι Ηνωμέναι Πολιτείαι εκέρδισαν τον πρώτον γύρον εις την Γενικήν Συνέλευσιν ως προς το θέμα της εισδοχής της Λαϊκής Κίνας.: [849, 345, 1039, 387]
- story-paragraph: ΛΟΝΔΙΝΟΝ, 24. (Ηνωμ. Τύπος).— Η ένωσις των χωρών μελών του ΝΑΤΟ θεωρεί την παραμονήν των αμερικανικών δυνάμεων εις την Ευρώπην ως απαραίτητον διά την ασφάλειαν.: [326, 1265, 621, 1297]
- story-paragraph: ΑΓΚΥΡΑ, 24. (Ασ. Πρέσ).— Ο Τουρκοκύπριος ηγέτης κ. Ισκέν εδήλωσεν ότι η τουρκική αντίδρασις θα είναι εντονωτέρα.: [1058, 321, 1296, 354]
- story-paragraph: ΛΕΥΚΩΣΙΑ, 24 (Του ανταποκριτού μας).— Ο υπουργός Εξωτερικών κ. Κυπριανού, επιστρέψας εκ της Νέας Υόρκης, εδήλωσεν ότι η στάσις της Σοβιετικής Ενώσεως παραμένει αμετάβλητος.: [1312, 316, 1549, 358]
- story-paragraph: Αθήνα — Εβιτα — Χαλκίς — Αλεξανδρούπολις — Καβάλα — Ξάνθη — Κομοτηνή — Σέρραι — Δράμα — Λάρισα — Βόλος — Κοζάνη — Ιωάννινα — Πάτραι — Ηράκλειον.: [849, 301, 1039, 342]
- boxed-brief-belfast: [1056, 616, 1298, 718]
- story-paragraph: ΛΕΥΚΩΣΙΑ, 24 (Του ανταποκριτού μας).— Ο υπουργός Εξωτερικών κ. Κυπριανού, επιστρέψας εκ της Νέας Υόρκης, εδήλωσεν ότι η στάσις της Σοβιετικής Ενώσεως παραμένει αμετάβλητος.: [1312, 207, 1549, 249]
- subheading: ΚΗΔΕΙΑΙ: [1154, 907, 1200, 918]
- story-body-columns: [1054, 879, 1553, 969]
- story-paragraph: Οι υπουργοί Οικονομικών των δέκα πλουσιοτέρων χωρών του κόσμου συνέρχονται σήμερον διά να εξετάσουν την νομισματικήν κρίσιν.: [221, 533, 414, 575]
- story-paragraph: Το κοινόν ανακοινωθέν παρέχει εγγυήσεις διά την ανεξαρτησίαν και την εδαφικήν ακεραιότητα της Γιουγκοσλαβίας.: [849, 726, 1039, 758]
- box-title: ΒΟΜΒΑΣ: [1144, 647, 1210, 662]
